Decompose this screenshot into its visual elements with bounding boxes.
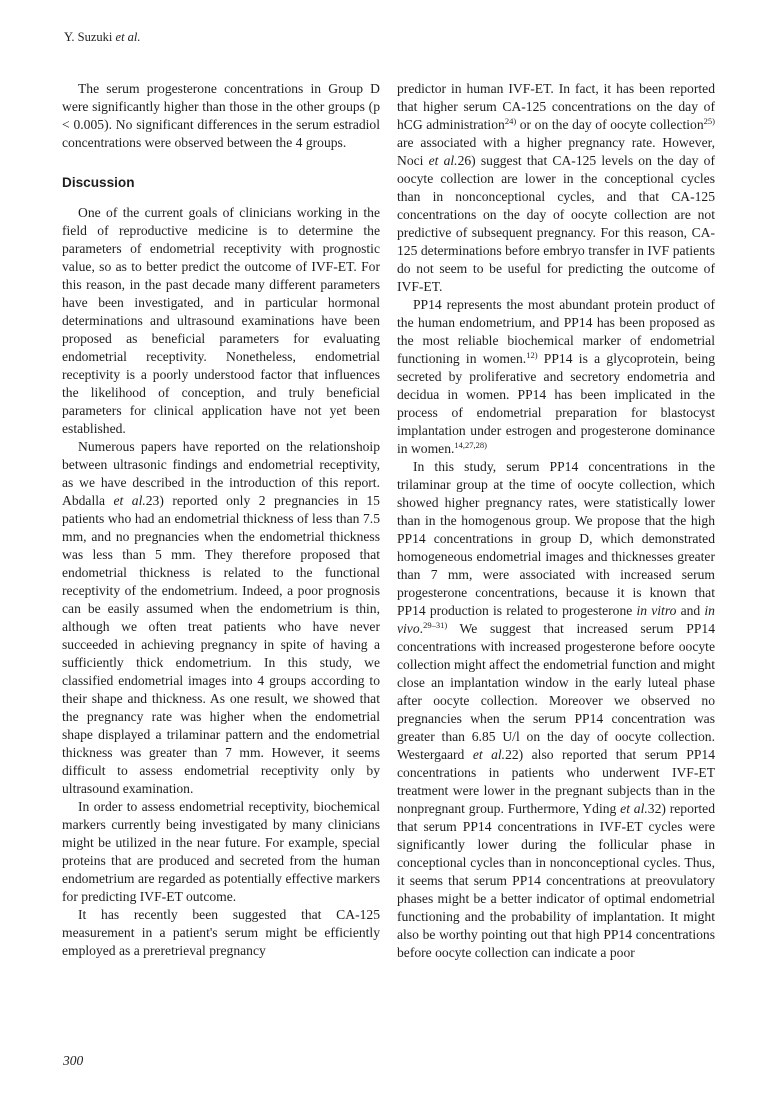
discussion-paragraph-3: In order to assess endometrial receptivity, biochemical markers currently being investigated by many clinicians might be utilized in the near future. For example, special proteins that are produced and secreted from the human endometrium are regarded as potentially effective markers for predicting IVF-ET outcome.: [62, 799, 380, 904]
pp14-paragraph-2: In this study, serum PP14 concentrations in the trilaminar group at the time of oocyte collection, which showed higher pregnancy rates, were statistically lower than in the homogenous group. We propose that the high PP14 concentrations in group D, which demonstrated homogeneous endometrial images and thicknesses greater than 7 mm, were associated with increased serum progesterone concentrations, because it is known that PP14 production is related to progesterone in vitro and in vivo.$^{29-31)}$ We suggest that increased serum PP14 concentrations with increased progesterone before oocyte collection might affect the endometrial function and might close an implantation window in the early luteal phase after oocyte collection. Moreover we observed no pregnancies when the serum PP14 concentration was greater than 6.85 U/l on the day of oocyte collection. Westergaard et al.22) also reported that serum PP14 concentrations in patients who underwent IVF-ET treatment were lower in the pregnant subjects than in the nonpregnant group. Furthermore, Yding et al.32) reported that serum PP14 concentrations in IVF-ET cycles were significantly lower during the follicular phase in conceptional cycles than in nonconceptional cycles. Thus, it seems that serum PP14 concentrations at preovulatory phases might be a better indicator of optimal endometrial functioning and the probability of implantation. It might also be worthy pointing out that high PP14 concentrations before oocyte collection can indicate a poor: [397, 459, 716, 960]
page-number: 300: [63, 1053, 84, 1068]
discussion-paragraph-1: One of the current goals of clinicians working in the field of reproductive medicine is to determine the parameters of endometrial receptivity with prognostic value, so as to better predict the outcome of IVF-ET. For this reason, in the past decade many different parameters have been investigated, and in particular hormonal determinations and ultrasound examinations have been proposed as beneficial parameters for evaluating endometrial receptivity. Nonetheless, endometrial receptivity is a poorly understood factor that influences the likelihood of conception, and truly beneficial parameters for clinical application have not yet been established.: [62, 205, 380, 436]
results-paragraph: The serum progesterone concentrations in Group D were significantly higher than those in the other groups (p < 0.005). No significant differences in the serum estradiol concentrations were observed between the 4 groups.: [62, 81, 380, 150]
left-column: [62, 80, 380, 960]
discussion-paragraph-2: Numerous papers have reported on the relationshoip between ultrasonic findings and endometrial receptivity, as we have described in the introduction of this report. Abdalla et al.23) reported only 2 pregnancies in 15 patients who had an endometrial thickness of less than 7.5 mm, and no pregnancies when the endometrial thickness was less than 5 mm. They therefore proposed that endometrial thickness is related to the functional receptivity of the endometrium. Indeed, a poor prognosis can be easily assumed when the endometrium is thin, although we often treat patients who have never succeeded in achieving pregnancy in spite of having a sufficiently thick endometrium. In this study, we classified endometrial images into 4 groups according to their shape and thickness. As one result, we showed that the pregnancy rate was higher when the endometrial shape displayed a trilaminar pattern and the endometrial thickness was greater than 7 mm. However, it seems difficult to assess endometrial receptivity only by ultrasound examination.: [62, 439, 380, 796]
section-heading-discussion: Discussion: [62, 175, 135, 190]
running-head: Y. Suzuki et al.: [64, 30, 141, 44]
continued-paragraph: predictor in human IVF-ET. In fact, it has been reported that higher serum CA-125 concentrations on the day of hCG administration$^{24)}$ or on the day of oocyte collection$^{25)}$ are associated with a higher pregnancy rate. However, Noci et al.26) suggest that CA-125 levels on the day of oocyte collection are lower in the conceptional cycles than in nonconceptional cycles, and that CA-125 concentrations on the day of oocyte collection are not predictive of subsequent pregnancy. For this reason, CA-125 determinations before embryo transfer in IVF patients do not seem to be useful for predicting the outcome of IVF-ET.: [397, 81, 715, 294]
right-column: [397, 80, 715, 962]
pp14-paragraph-1: PP14 represents the most abundant protein product of the human endometrium, and PP14 has been proposed as the most reliable biochemical marker of endometrial functioning in women.$^{12)}$ PP14 is a glycoprotein, being secreted by proliferative and secretory endometria and decidua in women. PP14 has been implicated in the process of endometrial preparation for blastocyst implantation under estrogen and progesterone dominance in women.$^{14,27,28)}$: [397, 297, 715, 456]
discussion-paragraph-4: It has recently been suggested that CA-125 measurement in a patient's serum might be efficiently employed as a preretrieval pregnancy: [62, 907, 380, 958]
